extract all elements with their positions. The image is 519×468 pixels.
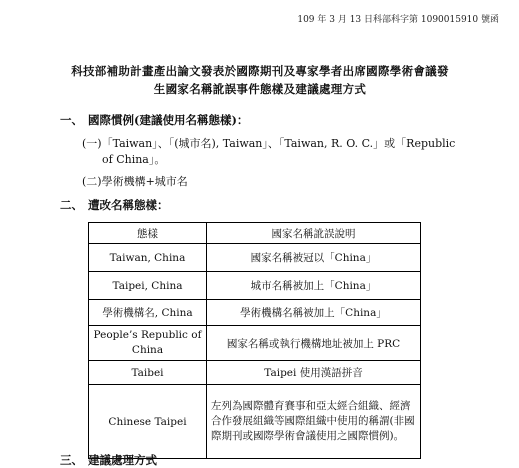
section-3-number: 三、 xyxy=(60,453,83,467)
section-2-heading xyxy=(60,197,169,213)
section-3-title: 建議處理方式 xyxy=(88,453,157,467)
description-cell: Taipei 使用漢語拼音 xyxy=(207,361,421,385)
pattern-cell: Taibei xyxy=(89,361,207,385)
table-row xyxy=(89,361,421,385)
section-2-number: 二、 xyxy=(60,198,83,212)
section-1-item-2: (二)學術機構+城市名 xyxy=(82,175,188,188)
description-cell: 城市名稱被加上「China」 xyxy=(207,272,421,300)
table-row xyxy=(89,244,421,272)
section-1-item-1 xyxy=(82,136,482,168)
description-cell: 國家名稱被冠以「China」 xyxy=(207,244,421,272)
header-pattern: 態樣 xyxy=(89,223,207,244)
item-1-line-2: of China」。 xyxy=(102,153,166,166)
table-row xyxy=(89,326,421,361)
section-1-heading xyxy=(60,112,248,128)
pattern-cell: Taiwan, China xyxy=(89,244,207,272)
title-line-1: 科技部補助計畫產出論文發表於國際期刊及專家學者出席國際學術會議發 xyxy=(71,64,449,78)
description-cell: 學術機構名稱被加上「China」 xyxy=(207,300,421,326)
title-line-2: 生國家名稱訛誤事件態樣及建議處理方式 xyxy=(153,82,367,96)
table-row xyxy=(89,300,421,326)
table-header-row xyxy=(89,223,421,244)
table-row xyxy=(89,272,421,300)
pattern-cell: 學術機構名, China xyxy=(89,300,207,326)
section-1-title: 國際慣例(建議使用名稱態樣)： xyxy=(88,113,249,127)
section-2-title: 遭改名稱態樣： xyxy=(88,198,169,212)
document-reference-number: 109 年 3 月 13 日科部科字第 1090015910 號函 xyxy=(297,15,499,25)
header-description: 國家名稱訛誤說明 xyxy=(207,223,421,244)
document-title xyxy=(40,62,480,98)
pattern-cell: People’s Republic of China xyxy=(89,326,207,361)
name-variants-table xyxy=(88,222,421,459)
pattern-cell: Chinese Taipei xyxy=(89,385,207,459)
pattern-cell: Taipei, China xyxy=(89,272,207,300)
item-1-line-1: (一)「Taiwan」、「(城市名), Taiwan」、「Taiwan, R. O. C.」或「Republic xyxy=(82,137,456,150)
table-row xyxy=(89,385,421,459)
description-cell: 國家名稱或執行機構地址被加上 PRC xyxy=(207,326,421,361)
section-3-heading xyxy=(60,452,157,468)
section-1-number: 一、 xyxy=(60,113,83,127)
description-cell: 左列為國際體育賽事和亞太經合組織、經濟合作發展組織等國際組織中使用的稱謂(非國際期刊或國際學術會議使用之國際慣例)。 xyxy=(207,385,421,459)
